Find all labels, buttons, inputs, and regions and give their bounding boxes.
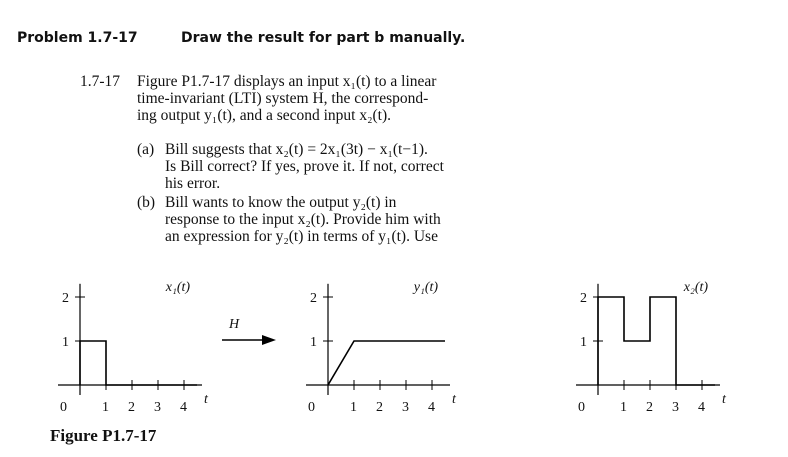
part-a-label: (a)	[137, 141, 155, 158]
plot-2-y-tick-label: 1	[310, 335, 317, 350]
plot-2-y-tick-label: 2	[310, 291, 317, 306]
part-a-line: his error.	[165, 175, 221, 192]
system-label: H	[229, 317, 240, 332]
plot-2-x-tick-label: 0	[308, 400, 315, 415]
statement-line: ing output y₁(t), and a second input x₂(t).	[137, 107, 392, 124]
plot-3-x-tick-label: 3	[672, 400, 679, 415]
plot-3-title: x₂(t)	[683, 280, 709, 295]
plot-3-x-tick-label: 4	[698, 400, 705, 415]
plot-1-x-var: t	[204, 392, 208, 407]
statement-line: Figure P1.7-17 displays an input x₁(t) to a linear	[137, 73, 437, 90]
plot-1-x-tick-label: 0	[60, 400, 67, 415]
plot-3-x-tick-label: 1	[620, 400, 627, 415]
part-b-line: an expression for y₂(t) in terms of y₁(t). Use	[165, 228, 438, 245]
part-b-line: response to the input x₂(t). Provide him with	[165, 211, 441, 228]
plot-1-y-tick-label: 2	[62, 291, 69, 306]
plot-2-x-tick-label: 2	[376, 400, 383, 415]
plot-3-x-tick-label: 2	[646, 400, 653, 415]
system-arrow	[222, 335, 276, 345]
plot-2-signal	[328, 341, 445, 385]
plot-2-x-tick-label: 1	[350, 400, 357, 415]
plot-2-x-tick-label: 4	[428, 400, 435, 415]
plot-1-y-tick-label: 1	[62, 335, 69, 350]
plot-1-x-tick-label: 2	[128, 400, 135, 415]
plot-1-x-tick-label: 4	[180, 400, 187, 415]
plot-1-x-tick-label: 1	[102, 400, 109, 415]
plot-1-x-tick-label: 3	[154, 400, 161, 415]
plot-3-signal	[598, 297, 715, 385]
problem-label: Problem 1.7-17	[17, 30, 138, 46]
plot-2-title: y₁(t)	[413, 280, 439, 295]
statement-line: time-invariant (LTI) system H, the correspond-	[137, 90, 429, 107]
plot-3-x-tick-label: 0	[578, 400, 585, 415]
plot-1-signal	[80, 341, 197, 385]
plot-1-title: x₁(t)	[165, 280, 191, 295]
plot-2-x-tick-label: 3	[402, 400, 409, 415]
part-b-line: Bill wants to know the output y₂(t) in	[165, 194, 397, 211]
plot-2-x-var: t	[452, 392, 456, 407]
plot-3-y-tick-label: 1	[580, 335, 587, 350]
plot-3-y-tick-label: 2	[580, 291, 587, 306]
plot-3-x-var: t	[722, 392, 726, 407]
instruction-text: Draw the result for part b manually.	[181, 30, 466, 46]
part-b-label: (b)	[137, 194, 156, 211]
part-a-line: Bill suggests that x₂(t) = 2x₁(3t) − x₁(t−1).	[165, 141, 428, 158]
figure-caption: Figure P1.7-17	[50, 426, 157, 445]
problem-number: 1.7-17	[80, 73, 121, 90]
part-a-line: Is Bill correct? If yes, prove it. If not, correct	[165, 158, 444, 175]
